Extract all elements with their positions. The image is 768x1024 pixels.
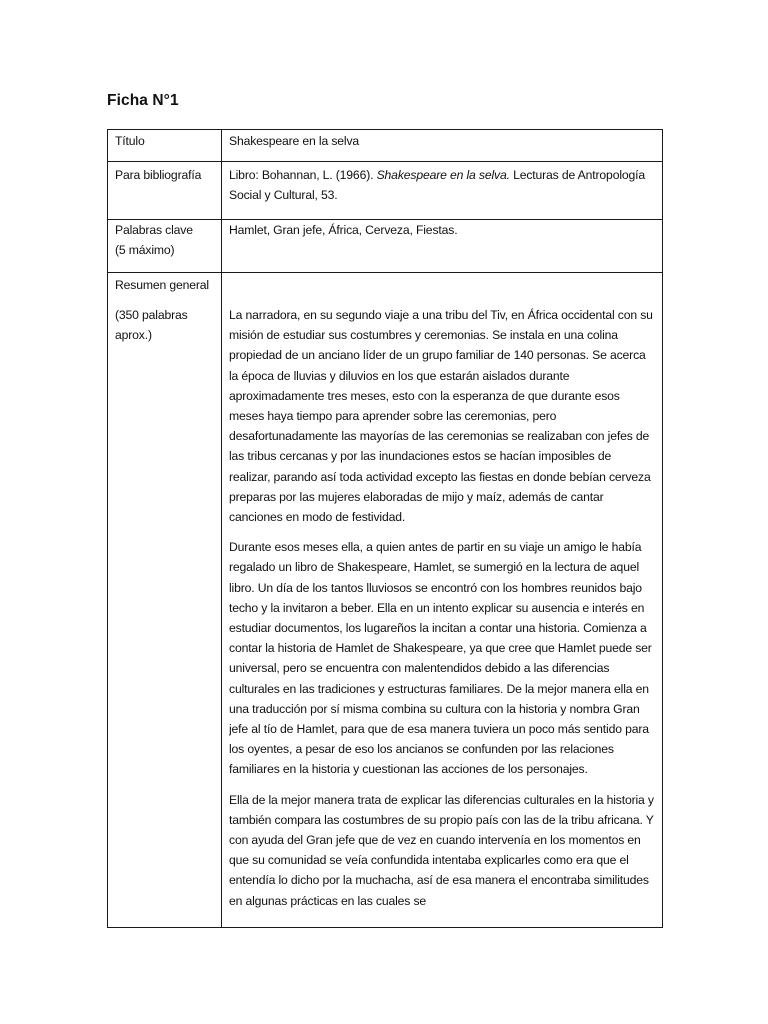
value-cell-resumen: [222, 273, 663, 928]
bibliografia-label: Para bibliografía: [115, 168, 202, 182]
label-cell-palabras-clave: [108, 220, 222, 273]
table-row-bibliografia: [108, 162, 663, 220]
label-cell-titulo: [108, 130, 222, 162]
value-cell-bibliografia: [222, 162, 663, 220]
table-row-palabras-clave: [108, 220, 663, 273]
label-cell-resumen: [108, 273, 222, 928]
table-row-titulo: [108, 130, 663, 162]
palabras-clave-label: Palabras clave: [115, 223, 193, 237]
resumen-word-limit: (350 palabras aprox.): [115, 308, 188, 343]
titulo-label: Título: [115, 134, 145, 148]
bibliografia-prefix: Libro: Bohannan, L. (1966).: [229, 168, 377, 182]
titulo-value: Shakespeare en la selva: [229, 134, 360, 148]
resumen-paragraph-3: Ella de la mejor manera trata de explicar las diferencias culturales en la historia y también compara las costumbres de su propio país con las de la tribu africana. Y con ayuda del Gran jefe que de vez en cuando intervenía en los momentos en que su comunidad se veía confundida intentaba explicarles como era que el entendía lo dicho por la muchacha, así de esa manera el encontraba similitudes en algunas prácticas en las cuales se: [229, 792, 654, 908]
palabras-clave-limit: (5 máximo): [115, 243, 175, 258]
bibliografia-suffix: Lecturas de Antropología Social y Cultural, 53.: [229, 168, 645, 203]
value-cell-titulo: [222, 130, 663, 162]
table-row-resumen: [108, 273, 663, 928]
resumen-label: Resumen general: [115, 278, 209, 292]
resumen-body: [229, 273, 655, 927]
label-cell-bibliografia: [108, 162, 222, 220]
document-title: Ficha N°1: [107, 92, 179, 109]
value-cell-palabras-clave: [222, 220, 663, 273]
ficha-table: [107, 129, 663, 928]
resumen-paragraph-1: La narradora, en su segundo viaje a una tribu del Tiv, en África occidental con su misión de estudiar sus costumbres y ceremonias. Se instala en una colina propiedad de un anciano líder de un grupo familiar de 140 personas. Se acerca la época de lluvias y diluvios en los que estarán aislados durante aproximadamente tres meses, esto con la esperanza de que durante esos meses haya tiempo para aprender sobre las ceremonias, pero desafortunadamente las mayorías de las ceremonias se realizaban con jefes de las tribus cercanas y por las inundaciones estos se hacían imposibles de realizar, parando así toda actividad excepto las fiestas en donde bebían cerveza preparas por las mujeres elaboradas de mijo y maíz, además de cantar canciones en modo de festividad.: [229, 308, 653, 525]
palabras-clave-value: Hamlet, Gran jefe, África, Cerveza, Fiestas.: [229, 223, 458, 237]
resumen-paragraph-2: Durante esos meses ella, a quien antes de partir en su viaje un amigo le había regalado un libro de Shakespeare, Hamlet, se sumergió en la lectura de aquel libro. Un día de los tantos lluviosos se encontró con los hombres reunidos bajo techo y la invitaron a beber. Ella en un intento explicar su ausencia e interés en estudiar documentos, los lugareños la incitan a contar una historia. Comienza a contar la historia de Hamlet de Shakespeare, ya que cree que Hamlet puede ser universal, pero se encuentra con malentendidos debido a las diferencias culturales en las tradiciones y estructuras familiares. De la mejor manera ella en una traducción por sí misma combina su cultura con la historia y nombra Gran jefe al tío de Hamlet, para que de esa manera tuviera un poco más sentido para los oyentes, a pesar de eso los ancianos se confunden por las relaciones familiares en la historia y cuestionan las acciones de los personajes.: [229, 540, 652, 777]
bibliografia-book-title: Shakespeare en la selva.: [376, 168, 510, 182]
